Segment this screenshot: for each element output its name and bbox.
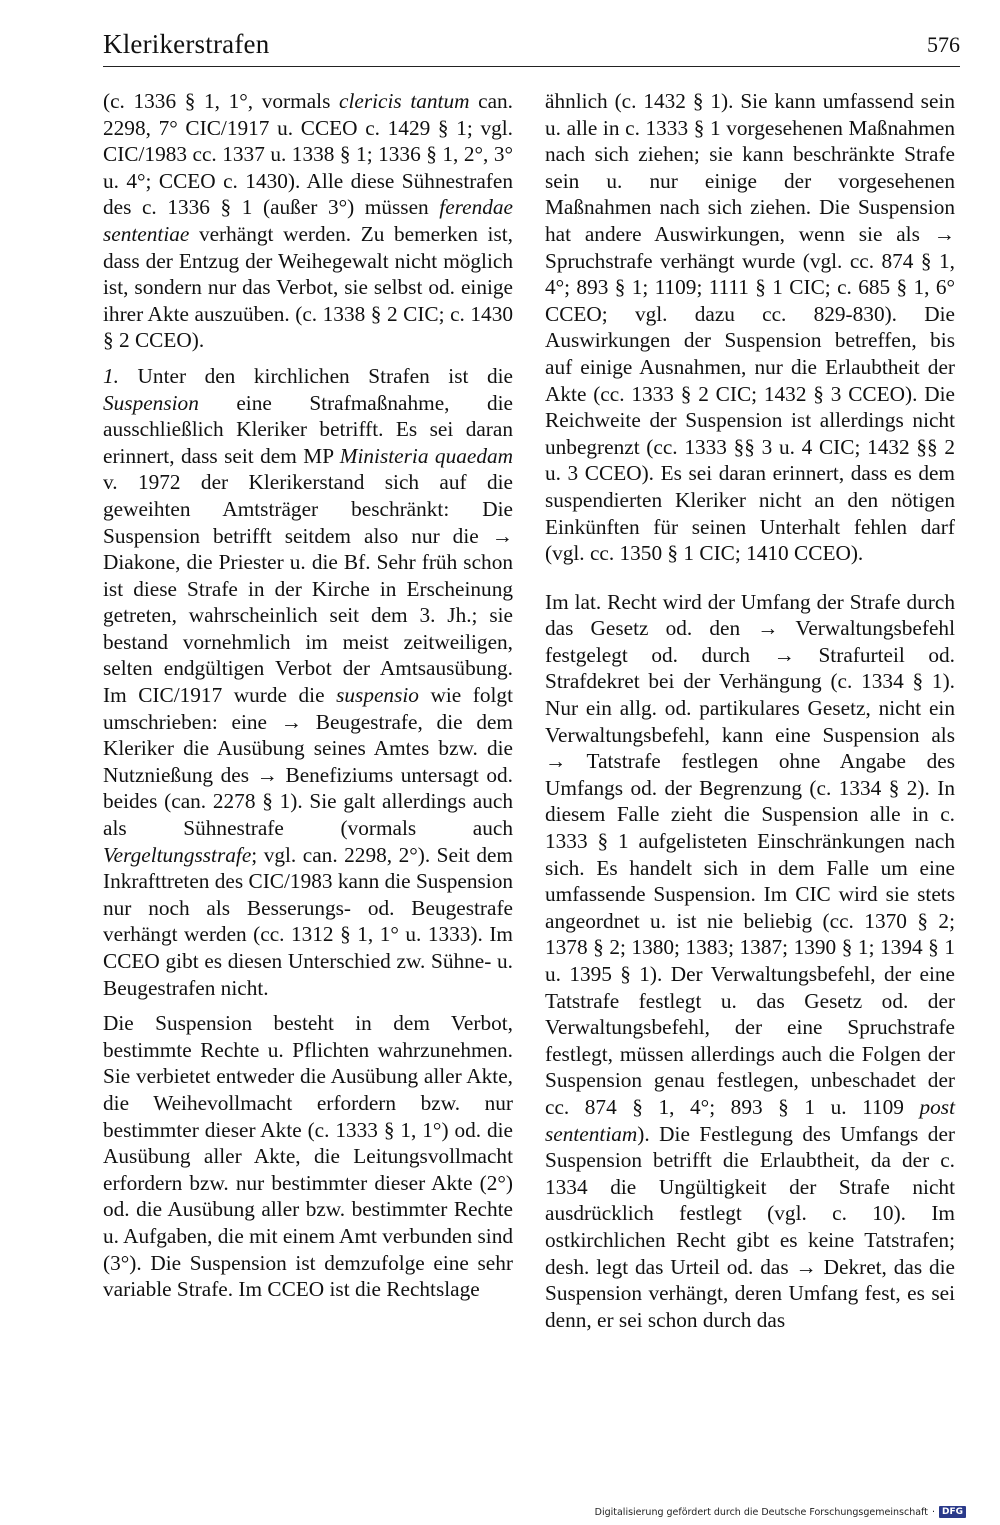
left-column xyxy=(103,88,513,1303)
dfg-logo: DFG xyxy=(939,1506,966,1518)
running-head-title: Klerikerstrafen xyxy=(103,29,270,59)
right-column xyxy=(545,88,955,1333)
paragraph: Im lat. Recht wird der Umfang der Strafe durch das Gesetz od. den → Verwaltungsbefehl festgelegt od. durch → Strafurteil od. Strafdekret bei der Verhängung (c. 1334 § 1). Nur ein allg. od. partikulares Gesetz, nicht ein Verwaltungsbefehl, kann eine Suspension als → Tatstrafe festlegen ohne Angabe des Umfangs od. der Begrenzung (c. 1334 § 2). In diesem Falle zieht die Suspension alle in c. 1333 § 1 aufgelisteten Einschränkungen nach sich. Es handelt sich in dem Falle um eine umfassende Suspension. Im CIC wird sie stets angeordnet u. ist nie beliebig (cc. 1370 § 2; 1378 § 2; 1380; 1383; 1387; 1390 § 1; 1394 § 1 u. 1395 § 1). Der Verwaltungsbefehl, der eine Tatstrafe festlegt u. das Gesetz od. der Verwaltungsbefehl, der eine Spruchstrafe festlegt, müssen allerdings auch die Folgen der Suspension genau festlegen, unbeschadet der cc. 874 § 1, 4°; 893 § 1 u. 1109 post sententiam). Die Festlegung des Umfangs der Suspension betrifft die Erlaubtheit, da der c. 1334 die Ungültigkeit der Strafe nicht ausdrücklich festlegt (vgl. c. 10). Im ostkirchlichen Recht gibt es keine Tatstrafen; desh. legt das Urteil od. das → Dekret, das die Suspension verhängt, deren Umfang fest, es sei denn, er sei schon durch das xyxy=(545,589,955,1332)
paragraph: 1. Unter den kirchlichen Strafen ist die Suspension eine Strafmaßnahme, die ausschließlich Kleriker betrifft. Es sei daran erinnert, dass seit dem MP Ministeria quaedam v. 1972 der Klerikerstand sich auf die geweihten Amtsträger beschränkt: Die Suspension betrifft seitdem also nur die → Diakone, die Priester u. die Bf. Sehr früh schon ist diese Strafe in der Kirche in Erscheinung getreten, wahrscheinlich seit dem 3. Jh.; sie bestand vornehmlich im meist zeitweiligen, selten endgültigen Verbot der Amtsausübung. Im CIC/1917 wurde die suspensio wie folgt umschrieben: eine → Beugestrafe, die dem Kleriker die Ausübung seines Amtes bzw. die Nutznießung des → Benefiziums untersagt od. beides (can. 2278 § 1). Sie galt allerdings auch als Sühnestrafe (vormals auch Vergeltungsstrafe; vgl. can. 2298, 2°). Seit dem Inkrafttreten des CIC/1983 kann die Suspension nur noch als Besserungs- od. Beugestrafe verhängt werden (cc. 1312 § 1, 1° u. 1333). Im CCEO gibt es diesen Unterschied zw. Sühne- u. Beugestrafen nicht. xyxy=(103,363,513,1000)
paragraph: ähnlich (c. 1432 § 1). Sie kann umfassend sein u. alle in c. 1333 § 1 vorgesehenen Maßnahmen nach sich ziehen; sie kann beschränkte Strafe sein u. nur einige der vorgesehenen Maßnahmen nach sich ziehen. Die Suspension hat andere Auswirkungen, wenn sie als → Spruchstrafe verhängt wurde (vgl. cc. 874 § 1, 4°; 893 § 1; 1109; 1111 § 1 CIC; c. 685 § 1, 6° CCEO; vgl. dazu cc. 829-830). Die Auswirkungen der Suspension betreffen, bis auf einige Ausnahmen, nur die Erlaubtheit der Akte (cc. 1333 § 2 CIC; 1432 § 3 CCEO). Die Reichweite der Suspension ist allerdings nicht unbegrenzt (cc. 1333 §§ 3 u. 4 CIC; 1432 §§ 2 u. 3 CCEO). Es sei daran erinnert, dass es dem suspendierten Kleriker nicht an den nötigen Einkünften für seinen Unterhalt fehlen darf (vgl. cc. 1350 § 1 CIC; 1410 CCEO). xyxy=(545,89,955,566)
running-head xyxy=(103,22,960,67)
digitization-credit: Digitalisierung gefördert durch die Deutsche Forschungsgemeinschaft · DFG xyxy=(595,1506,966,1518)
paragraph: Die Suspension besteht in dem Verbot, bestimmte Rechte u. Pflichten wahrzunehmen. Sie verbietet entweder die Ausübung aller Akte, die Weihevollmacht erfordern bzw. nur bestimmter dieser Akte (c. 1333 § 1, 1°) od. die Ausübung aller Akte, die Leitungsvollmacht erfordern bzw. nur bestimmter dieser Akte (2°) od. die Ausübung aller bzw. bestimmter Rechte u. Aufgaben, die mit einem Amt verbunden sind (3°). Die Suspension ist demzufolge eine sehr variable Strafe. Im CCEO ist die Rechtslage xyxy=(103,1011,513,1302)
page-number: 576 xyxy=(927,32,960,57)
credit-text: Digitalisierung gefördert durch die Deutsche Forschungsgemeinschaft xyxy=(594,1506,928,1518)
paragraph: (c. 1336 § 1, 1°, vormals clericis tantum can. 2298, 7° CIC/1917 u. CCEO c. 1429 § 1; vgl. CIC/1983 cc. 1337 u. 1338 § 1; 1336 § 1, 2°, 3° u. 4°; CCEO c. 1430). Alle diese Sühnestrafen des c. 1336 § 1 (außer 3°) müssen ferendae sententiae verhängt werden. Zu bemerken ist, dass der Entzug der Weihegewalt nicht möglich ist, sondern nur das Verbot, sie selbst od. einige ihrer Akte auszuüben. (c. 1338 § 2 CIC; c. 1430 § 2 CCEO). xyxy=(103,89,513,353)
